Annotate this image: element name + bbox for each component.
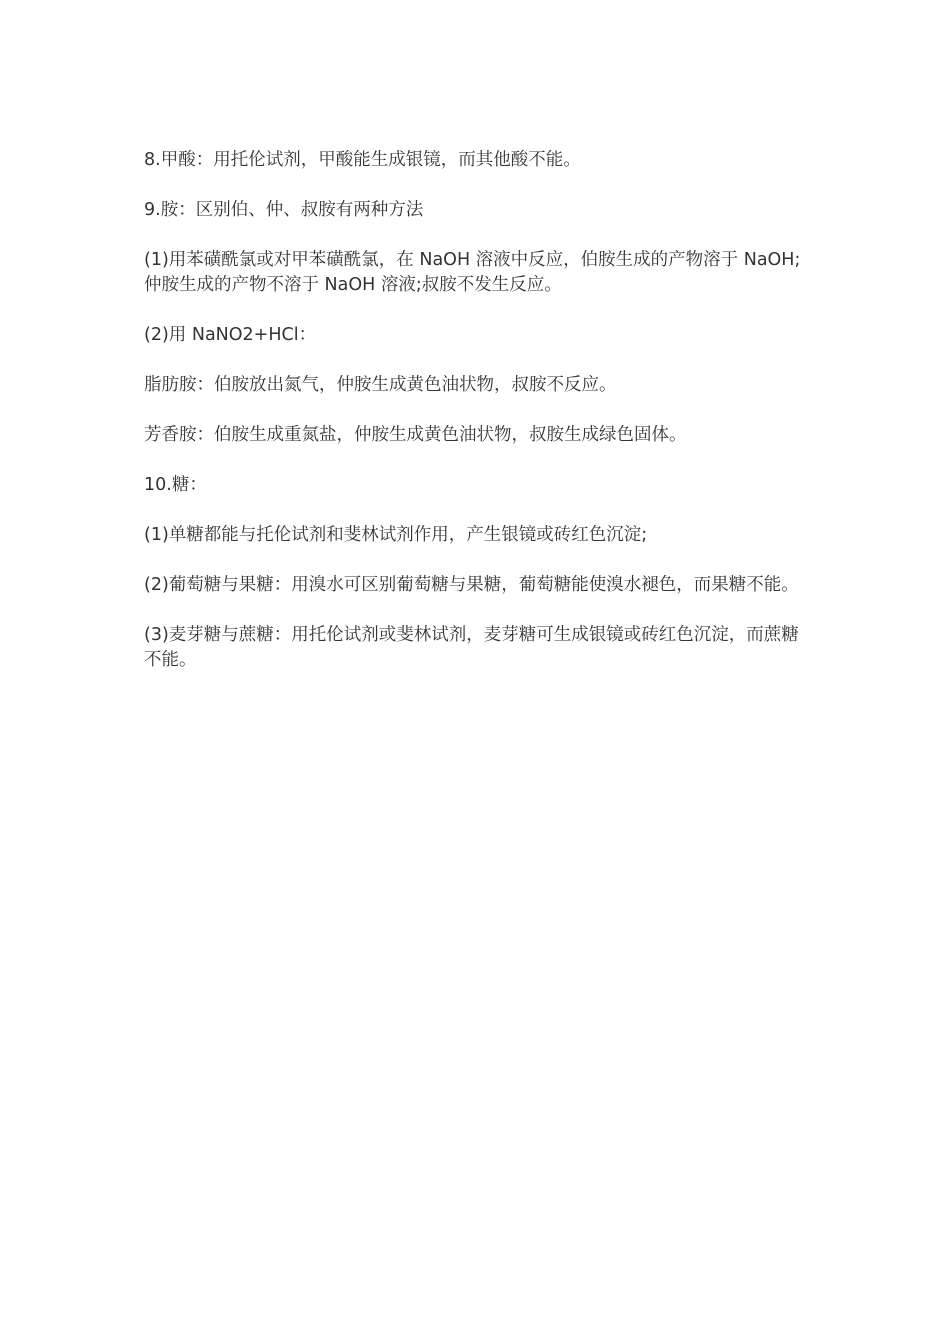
paragraph-sugar-heading: 10.糖：: [144, 475, 207, 495]
paragraph-formic-acid: 8.甲酸：用托伦试剂，甲酸能生成银镜，而其他酸不能。: [144, 150, 581, 170]
paragraph-sugar-monosaccharide: (1)单糖都能与托伦试剂和斐林试剂作用，产生银镜或砖红色沉淀;: [144, 525, 648, 545]
document-body: [144, 148, 806, 698]
paragraph-sugar-maltose-sucrose: (3)麦芽糖与蔗糖：用托伦试剂或斐林试剂，麦芽糖可生成银镜或砖红色沉淀，而蔗糖不能。: [144, 625, 799, 670]
paragraph-amine-method-1: (1)用苯磺酰氯或对甲苯磺酰氯，在 NaOH 溶液中反应，伯胺生成的产物溶于 NaOH;仲胺生成的产物不溶于 NaOH 溶液;叔胺不发生反应。: [144, 250, 801, 295]
paragraph-amine-method-2: (2)用 NaNO2+HCl：: [144, 325, 317, 345]
paragraph-aromatic-amine: 芳香胺：伯胺生成重氮盐，仲胺生成黄色油状物，叔胺生成绿色固体。: [144, 425, 687, 445]
paragraph-aliphatic-amine: 脂肪胺：伯胺放出氮气，仲胺生成黄色油状物，叔胺不反应。: [144, 375, 617, 395]
paragraph-amine-heading: 9.胺：区别伯、仲、叔胺有两种方法: [144, 200, 424, 220]
paragraph-sugar-glucose-fructose: (2)葡萄糖与果糖：用溴水可区别葡萄糖与果糖，葡萄糖能使溴水褪色，而果糖不能。: [144, 575, 799, 595]
